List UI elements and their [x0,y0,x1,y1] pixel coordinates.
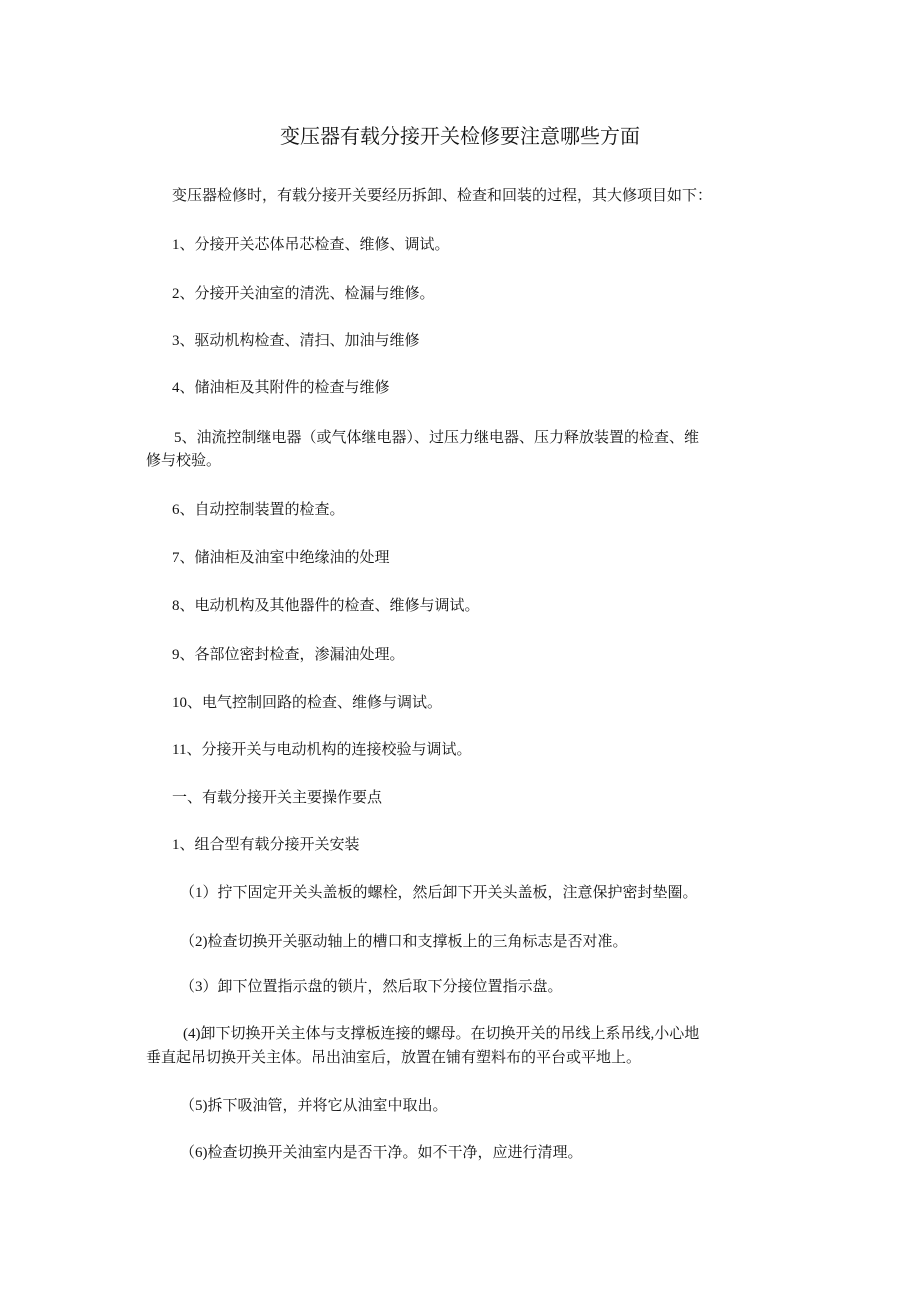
step-item-continuation: 垂直起吊切换开关主体。吊出油室后，放置在铺有塑料布的平台或平地上。 [146,1050,642,1066]
step-item: （5)拆下吸油管，并将它从油室中取出。 [180,1098,448,1114]
list-item: 10、电气控制回路的检查、维修与调试。 [172,695,443,711]
list-item: 1、分接开关芯体吊芯检查、维修、调试。 [172,237,450,253]
step-item: （6)检查切换开关油室内是否干净。如不干净，应进行清理。 [180,1145,583,1161]
intro-paragraph: 变压器检修时，有载分接开关要经历拆卸、检查和回装的过程，其大修项目如下： [172,188,713,204]
list-item: 2、分接开关油室的清洗、检漏与维修。 [172,286,435,302]
list-item: 4、储油柜及其附件的检查与维修 [172,380,390,396]
list-item: 11、分接开关与电动机构的连接校验与调试。 [172,742,472,758]
list-item: 5、油流控制继电器（或气体继电器）、过压力继电器、压力释放装置的检查、维 [174,430,700,446]
step-item: （1）拧下固定开关头盖板的螺栓，然后卸下开关头盖板，注意保护密封垫圈。 [180,885,698,901]
step-item: （3）卸下位置指示盘的锁片，然后取下分接位置指示盘。 [180,979,563,995]
list-item: 3、驱动机构检查、清扫、加油与维修 [172,333,420,349]
list-item: 8、电动机构及其他器件的检查、维修与调试。 [172,598,480,614]
subsection-heading: 1、组合型有载分接开关安装 [172,837,360,853]
list-item-continuation: 修与校验。 [146,453,222,469]
section-heading: 一、有载分接开关主要操作要点 [172,790,383,806]
step-item: （2)检查切换开关驱动轴上的槽口和支撑板上的三角标志是否对准。 [180,934,628,950]
list-item: 6、自动控制装置的检查。 [172,502,345,518]
document-title: 变压器有载分接开关检修要注意哪些方面 [280,126,640,148]
list-item: 7、储油柜及油室中绝缘油的处理 [172,550,390,566]
list-item: 9、各部位密封检查，渗漏油处理。 [172,647,405,663]
step-item: (4)卸下切换开关主体与支撑板连接的螺母。在切换开关的吊线上系吊线,小心地 [183,1026,700,1042]
